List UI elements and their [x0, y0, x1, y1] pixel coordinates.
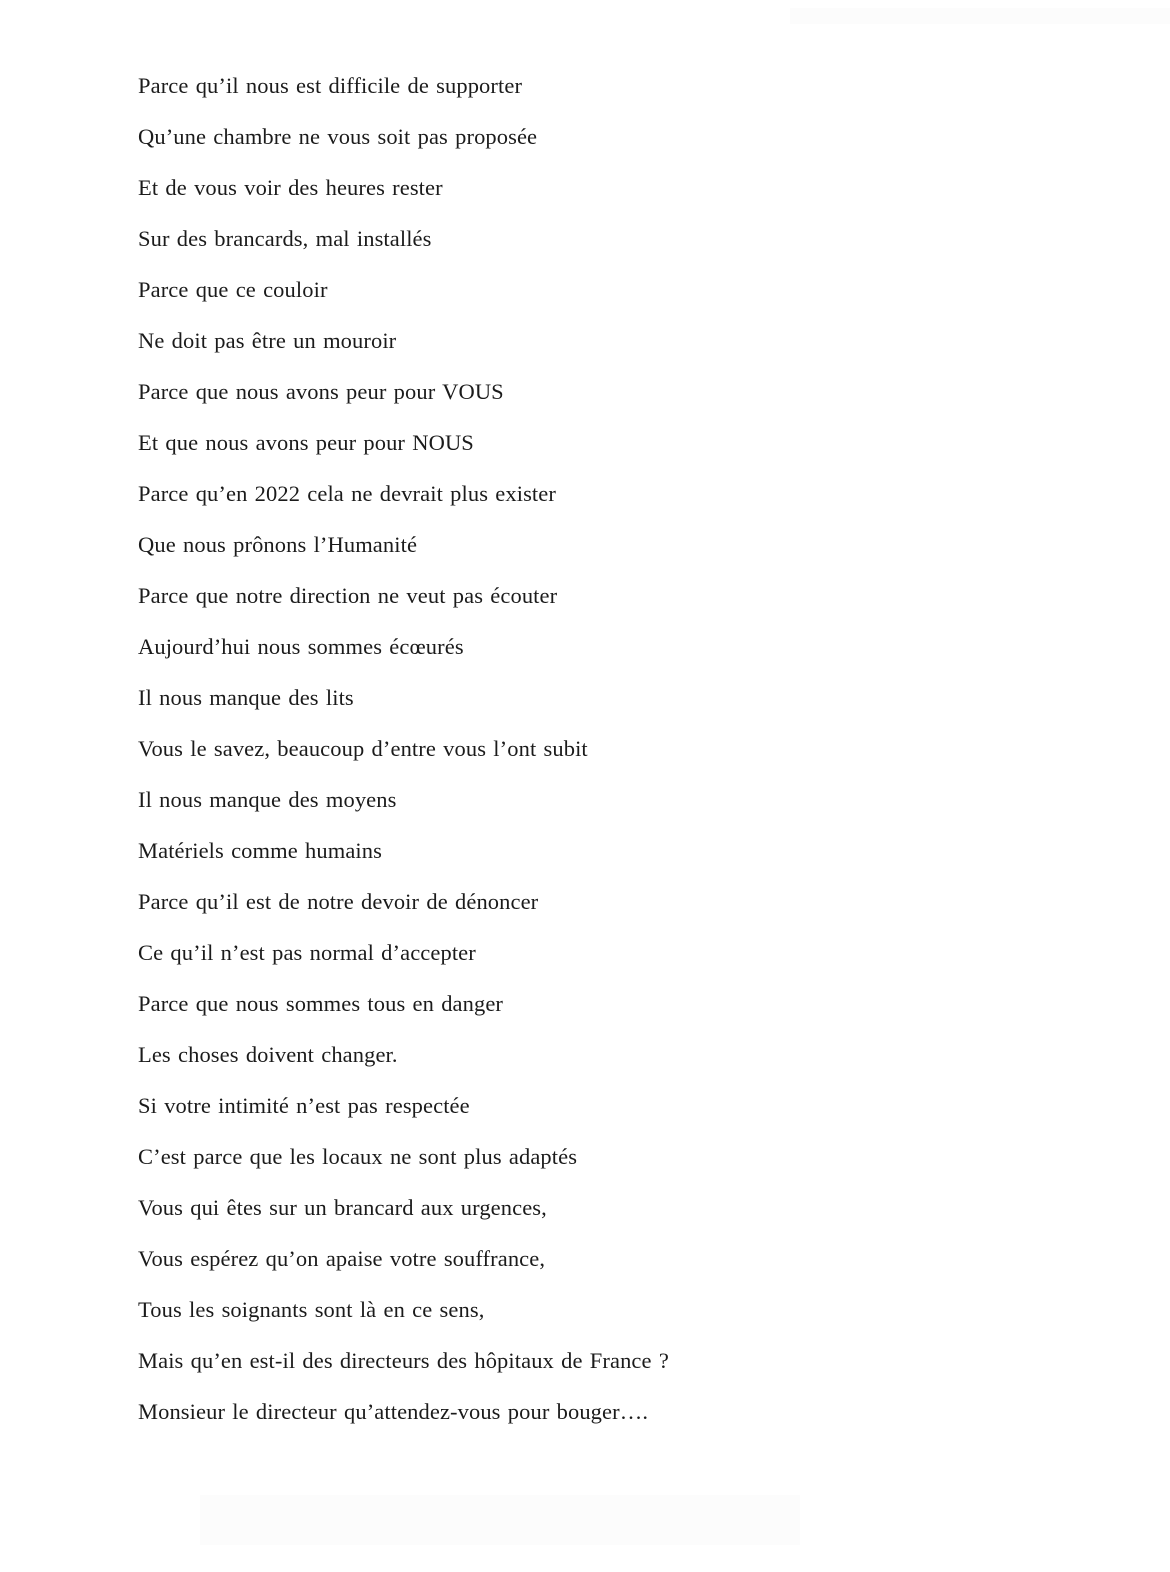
poem-line: Qu’une chambre ne vous soit pas proposée	[138, 124, 538, 149]
poem-line: Les choses doivent changer.	[138, 1042, 398, 1067]
poem-line: Si votre intimité n’est pas respectée	[138, 1093, 470, 1118]
poem-line: Vous le savez, beaucoup d’entre vous l’ont subit	[138, 736, 588, 761]
poem-line: Parce qu’en 2022 cela ne devrait plus exister	[138, 481, 556, 506]
poem-line: Parce qu’il nous est difficile de supporter	[138, 73, 523, 98]
poem-line: Tous les soignants sont là en ce sens,	[138, 1297, 485, 1322]
poem-line: Parce que nous avons peur pour VOUS	[138, 379, 504, 404]
poem-line: Mais qu’en est-il des directeurs des hôpitaux de France ?	[138, 1348, 669, 1373]
poem-line: Parce qu’il est de notre devoir de dénoncer	[138, 889, 539, 914]
poem-line: Vous espérez qu’on apaise votre souffrance,	[138, 1246, 546, 1271]
poem-line: Matériels comme humains	[138, 838, 382, 863]
poem-line: Vous qui êtes sur un brancard aux urgences,	[138, 1195, 547, 1220]
scan-artifact-top	[790, 8, 1170, 24]
poem-line: Ce qu’il n’est pas normal d’accepter	[138, 940, 476, 965]
poem-line: Il nous manque des moyens	[138, 787, 397, 812]
poem-line: Parce que notre direction ne veut pas écouter	[138, 583, 558, 608]
poem-line: Parce que ce couloir	[138, 277, 328, 302]
poem-line: Ne doit pas être un mouroir	[138, 328, 397, 353]
poem-line: Sur des brancards, mal installés	[138, 226, 432, 251]
poem-line: Et de vous voir des heures rester	[138, 175, 443, 200]
poem-line: Il nous manque des lits	[138, 685, 354, 710]
poem-line: Parce que nous sommes tous en danger	[138, 991, 504, 1016]
poem-line: Et que nous avons peur pour NOUS	[138, 430, 474, 455]
poem-line: C’est parce que les locaux ne sont plus adaptés	[138, 1144, 578, 1169]
poem-line: Monsieur le directeur qu’attendez-vous pour bouger….	[138, 1399, 649, 1424]
poem-body	[138, 60, 1110, 1437]
poem-line: Aujourd’hui nous sommes écœurés	[138, 634, 464, 659]
poem-line: Que nous prônons l’Humanité	[138, 532, 418, 557]
scan-artifact-bottom	[200, 1495, 800, 1545]
